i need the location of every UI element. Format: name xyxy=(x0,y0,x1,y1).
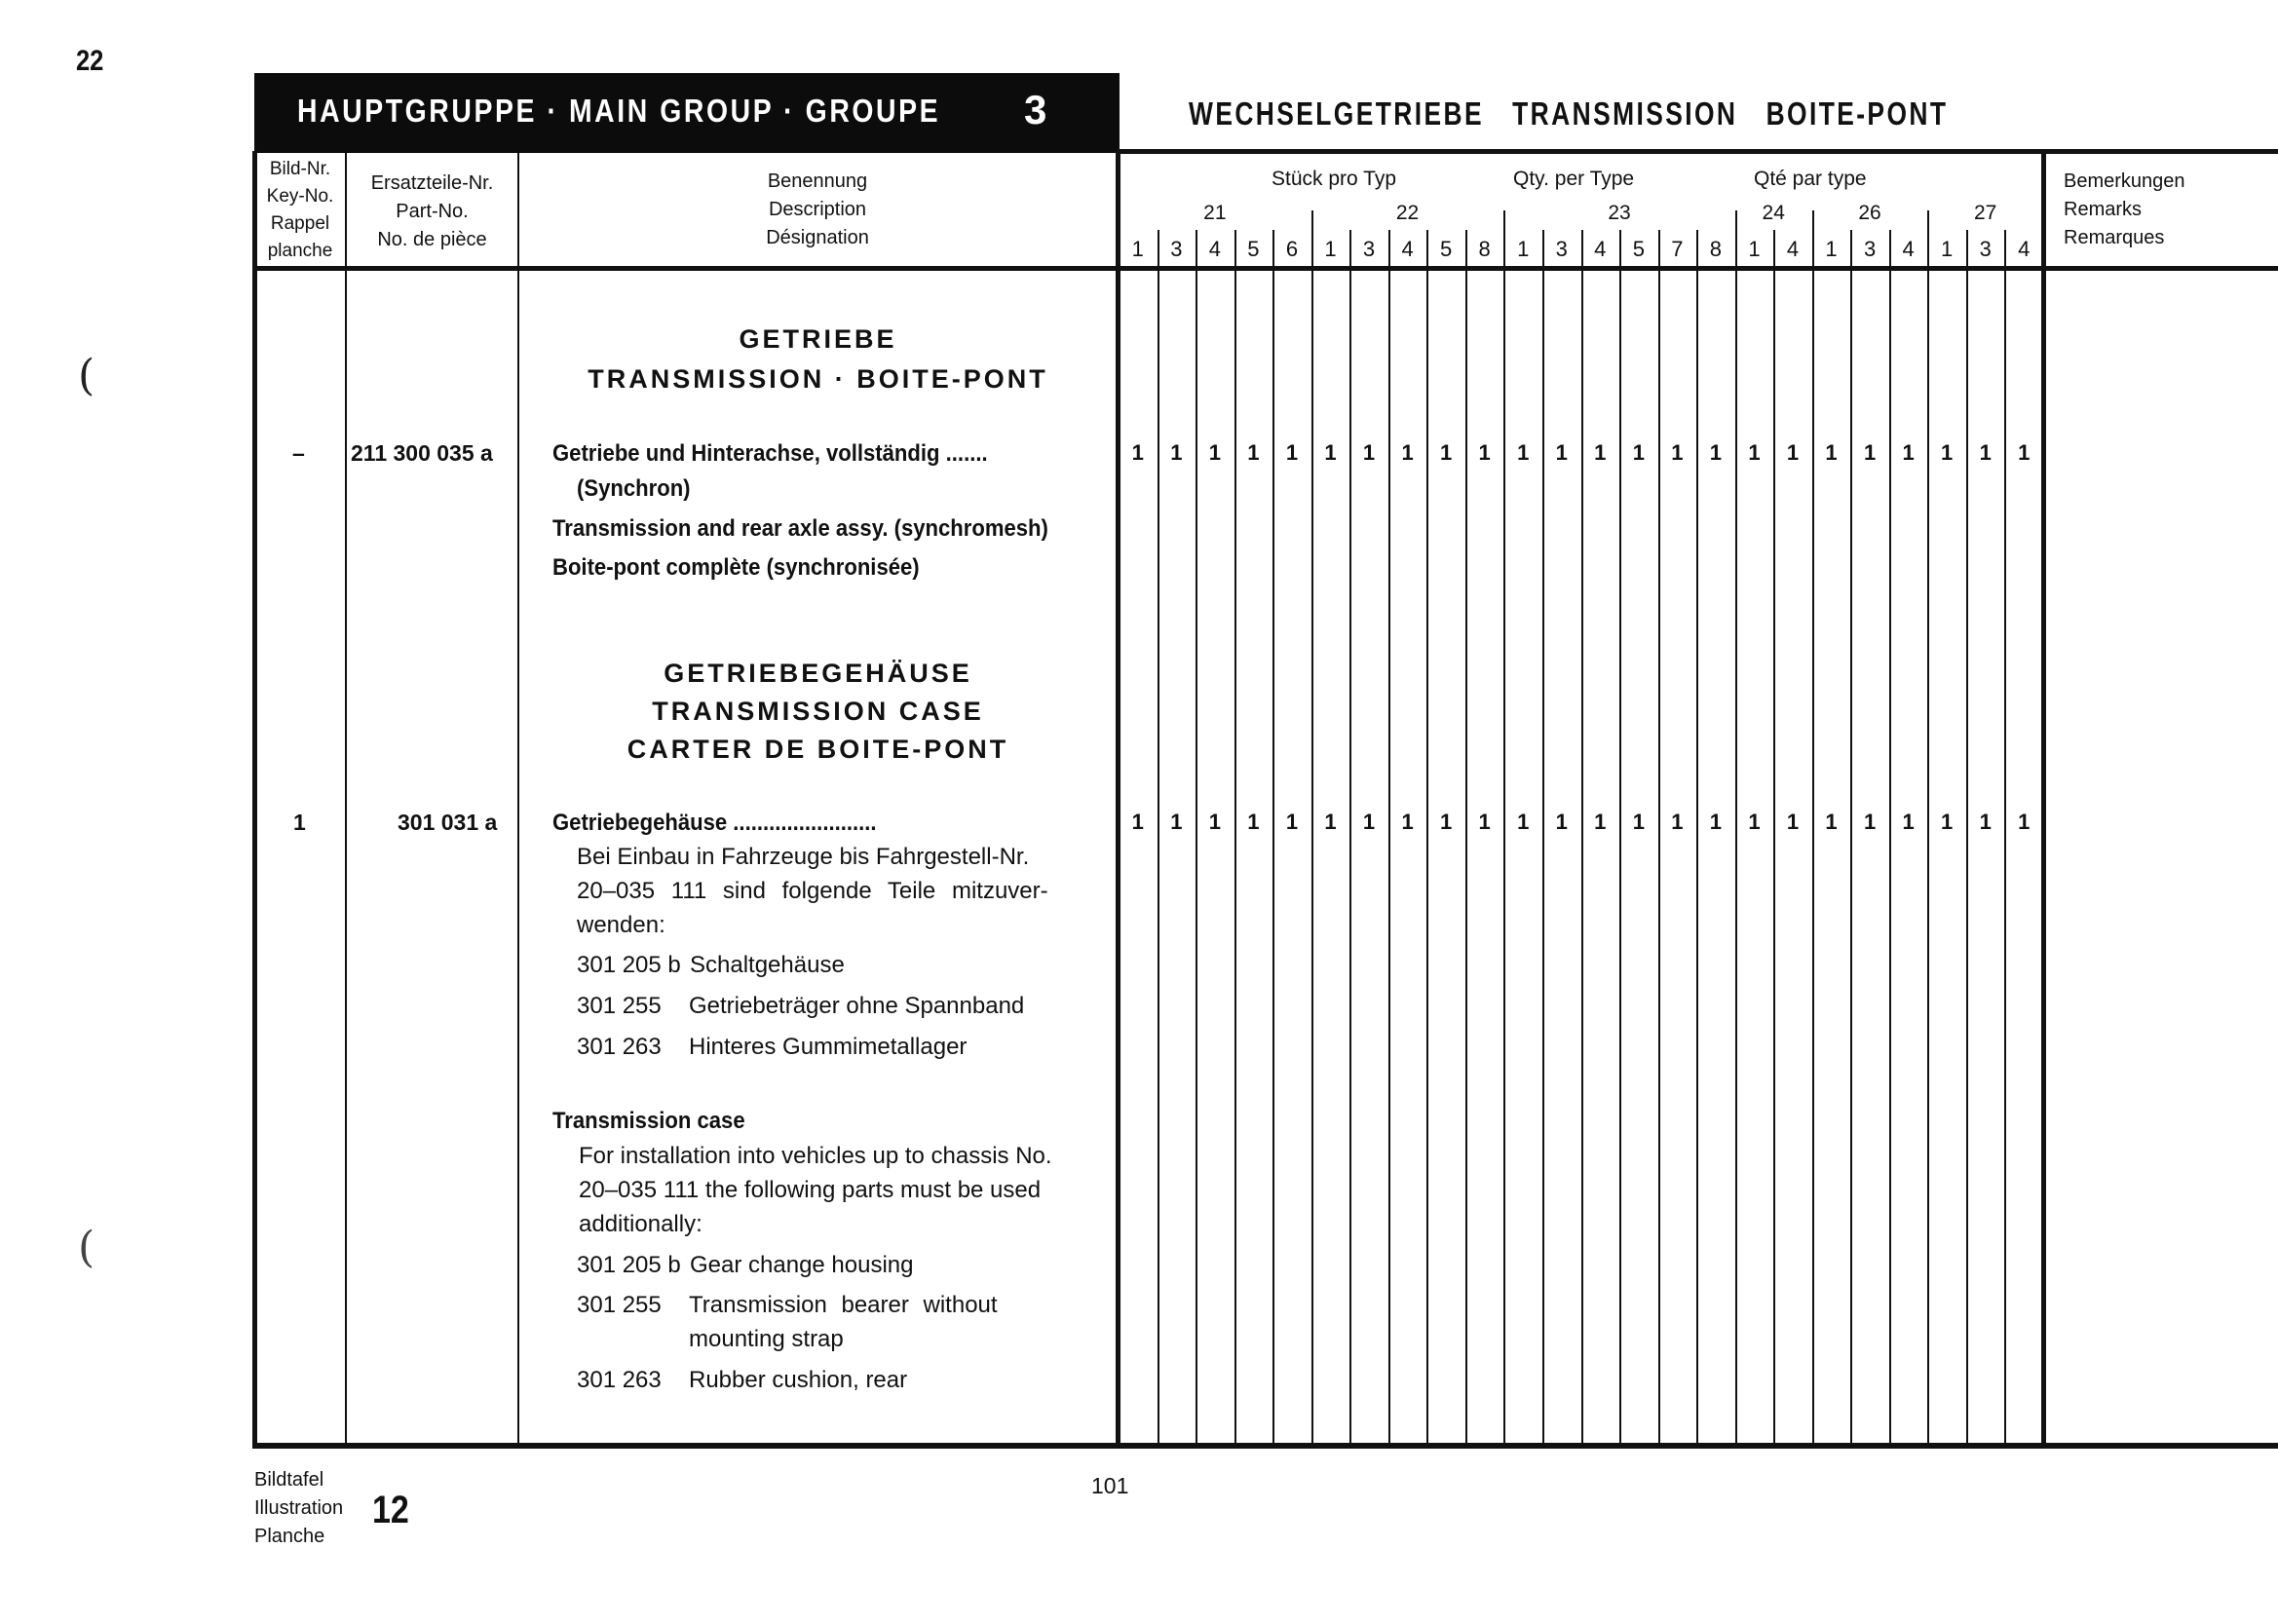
quantity-cell: 1 xyxy=(1247,810,1260,834)
type-group-label: 21 xyxy=(1203,202,1227,224)
header-line: Rappel xyxy=(270,213,330,234)
plate-label-line: Bildtafel xyxy=(254,1469,324,1491)
note-de-line: wenden: xyxy=(577,912,665,938)
note-en-line: additionally: xyxy=(579,1211,702,1237)
column-divider xyxy=(345,153,347,1446)
column-divider xyxy=(2041,149,2046,1446)
header-line: Part-No. xyxy=(396,201,469,222)
additional-part-name: Gear change housing xyxy=(690,1252,914,1278)
type-group-label: 22 xyxy=(1395,202,1420,224)
quantity-cell: 1 xyxy=(1401,440,1414,465)
quantity-cell: 1 xyxy=(1941,440,1954,465)
quantity-cell: 1 xyxy=(1786,810,1800,834)
quantity-cell: 1 xyxy=(1208,810,1221,834)
quantity-cell: 1 xyxy=(1324,810,1337,834)
quantity-cell: 1 xyxy=(1439,440,1453,465)
plate-label-line: Illustration xyxy=(254,1497,344,1519)
header-line: No. de pièce xyxy=(377,229,487,250)
subtype-label: 6 xyxy=(1285,237,1299,261)
header-line: Description xyxy=(768,199,867,220)
quantity-cell: 1 xyxy=(1594,440,1607,465)
plate-label xyxy=(254,1466,343,1551)
section-caption: TRANSMISSION CASE xyxy=(652,697,984,726)
subtype-label: 1 xyxy=(1324,237,1337,261)
key-no: – xyxy=(292,440,305,466)
description-en: Transmission and rear axle assy. (synchromesh) xyxy=(552,515,1048,542)
section-caption: TRANSMISSION · BOITE-PONT xyxy=(588,364,1048,394)
header-line: Remarques xyxy=(2064,227,2165,248)
subtype-label: 1 xyxy=(1825,237,1838,261)
description-de: Getriebegehäuse ........................ xyxy=(552,810,877,836)
subtype-label: 5 xyxy=(1632,237,1645,261)
quantity-cell: 1 xyxy=(1902,440,1915,465)
section-caption: GETRIEBEGEHÄUSE xyxy=(664,659,972,688)
quantity-cell: 1 xyxy=(1285,810,1299,834)
header-line: Benennung xyxy=(767,170,868,192)
qty-title-en: Qty. per Type xyxy=(1513,168,1635,190)
subtype-label: 4 xyxy=(2018,237,2031,261)
additional-part-name: Transmission bearer without xyxy=(689,1292,998,1318)
header-line: Key-No. xyxy=(266,186,334,207)
subtype-label: 1 xyxy=(1941,237,1954,261)
binder-hole-mark: ( xyxy=(78,1223,95,1272)
subtype-label: 7 xyxy=(1671,237,1684,261)
subtype-label: 4 xyxy=(1401,237,1414,261)
subtype-label: 5 xyxy=(1439,237,1453,261)
header-line: Ersatzteile-Nr. xyxy=(370,172,494,194)
quantity-column-line xyxy=(1158,230,1159,1444)
description-en: Transmission case xyxy=(552,1108,745,1134)
key-no-header xyxy=(255,156,345,265)
main-group-banner xyxy=(254,73,1120,153)
section-caption: GETRIEBE xyxy=(739,324,897,354)
part-no-header xyxy=(347,170,517,254)
subtype-label: 4 xyxy=(1786,237,1800,261)
quantity-cell: 1 xyxy=(1671,810,1684,834)
additional-part-name: Schaltgehäuse xyxy=(690,952,845,978)
additional-part-no: 301 263 xyxy=(577,1034,662,1060)
quantity-column-line xyxy=(1658,230,1660,1444)
quantity-column-line xyxy=(1234,230,1236,1444)
main-group-title: HAUPTGRUPPE · MAIN GROUP · GROUPE xyxy=(297,93,941,129)
quantity-cell: 1 xyxy=(1324,440,1337,465)
page-corner-number: 22 xyxy=(76,45,104,77)
quantity-column-line xyxy=(1773,230,1775,1444)
quantity-column-line xyxy=(1889,230,1891,1444)
quantity-column-line xyxy=(2004,230,2006,1444)
quantity-column-line xyxy=(1426,230,1428,1444)
quantity-cell: 1 xyxy=(1902,810,1915,834)
quantity-column-line xyxy=(1388,230,1390,1444)
quantity-column-line xyxy=(1696,230,1698,1444)
additional-part-no: 301 263 xyxy=(577,1367,662,1393)
description-fr: Boite-pont complète (synchronisée) xyxy=(552,554,920,581)
note-en-line: 20–035 111 the following parts must be used xyxy=(579,1177,1042,1203)
table-left-border xyxy=(252,151,257,1449)
type-group-label: 26 xyxy=(1858,202,1881,224)
note-en-line: For installation into vehicles up to chassis No. xyxy=(579,1143,1052,1169)
quantity-cell: 1 xyxy=(1555,440,1568,465)
type-group-label: 24 xyxy=(1762,202,1785,224)
additional-part-name: Getriebeträger ohne Spannband xyxy=(689,993,1025,1019)
header-line: Remarks xyxy=(2064,199,2143,220)
note-de-line: Bei Einbau in Fahrzeuge bis Fahrgestell-Nr. xyxy=(577,844,1030,870)
quantity-cell: 1 xyxy=(1979,440,1992,465)
quantity-cell: 1 xyxy=(1825,440,1838,465)
quantity-column-line xyxy=(1619,230,1621,1444)
quantity-cell: 1 xyxy=(1748,440,1761,465)
subtype-label: 3 xyxy=(1555,237,1568,261)
section-caption: CARTER DE BOITE-PONT xyxy=(626,735,1009,764)
quantity-cell: 1 xyxy=(1478,810,1491,834)
quantity-column-line xyxy=(1272,230,1274,1444)
quantity-cell: 1 xyxy=(1208,440,1221,465)
quantity-cell: 1 xyxy=(1594,810,1607,834)
quantity-cell: 1 xyxy=(1517,440,1530,465)
additional-part-no: 301 255 xyxy=(577,993,662,1019)
qty-title-fr: Qté par type xyxy=(1754,168,1867,190)
quantity-cell: 1 xyxy=(1131,810,1144,834)
section-title: WECHSELGETRIEBE TRANSMISSION BOITE-PONT xyxy=(1189,95,1949,132)
quantity-cell: 1 xyxy=(1863,440,1877,465)
quantity-column-line xyxy=(1465,230,1467,1444)
quantity-cell: 1 xyxy=(2018,810,2031,834)
header-line: planche xyxy=(267,241,333,261)
quantity-cell: 1 xyxy=(1478,440,1491,465)
quantity-cell: 1 xyxy=(1439,810,1453,834)
subtype-label: 3 xyxy=(1979,237,1992,261)
additional-part-no: 301 255 xyxy=(577,1292,662,1318)
subtype-label: 1 xyxy=(1131,237,1144,261)
quantity-cell: 1 xyxy=(1709,810,1723,834)
quantity-cell: 1 xyxy=(1941,810,1954,834)
quantity-cell: 1 xyxy=(1979,810,1992,834)
quantity-cell: 1 xyxy=(1517,810,1530,834)
additional-part-name: Rubber cushion, rear xyxy=(689,1367,908,1393)
header-line: Désignation xyxy=(766,227,869,248)
quantity-cell: 1 xyxy=(1401,810,1414,834)
quantity-cell: 1 xyxy=(1632,810,1645,834)
quantity-cell: 1 xyxy=(1671,440,1684,465)
description-de-note: (Synchron) xyxy=(577,475,691,502)
quantity-column-line xyxy=(1966,230,1968,1444)
quantity-cell: 1 xyxy=(1863,810,1877,834)
header-top-rule xyxy=(1118,149,2278,154)
quantity-cell: 1 xyxy=(1362,440,1376,465)
quantity-column-line xyxy=(1542,230,1544,1444)
plate-number: 12 xyxy=(372,1489,409,1531)
plate-label-line: Planche xyxy=(254,1526,325,1547)
key-no: 1 xyxy=(293,810,306,835)
quantity-cell: 1 xyxy=(1709,440,1723,465)
part-no: 301 031 a xyxy=(398,810,498,835)
quantity-cell: 1 xyxy=(1786,440,1800,465)
quantity-cell: 1 xyxy=(1362,810,1376,834)
additional-part-no: 301 205 b xyxy=(577,1252,681,1278)
quantity-cell: 1 xyxy=(1285,440,1299,465)
part-no: 211 300 035 a xyxy=(351,440,493,466)
additional-part-name-cont: mounting strap xyxy=(689,1326,844,1352)
additional-part-no: 301 205 b xyxy=(577,952,681,978)
main-group-number: 3 xyxy=(1024,87,1047,132)
additional-part-name: Hinteres Gummimetallager xyxy=(689,1034,968,1060)
subtype-label: 3 xyxy=(1170,237,1183,261)
subtype-label: 1 xyxy=(1748,237,1761,261)
subtype-label: 8 xyxy=(1478,237,1491,261)
subtype-label: 4 xyxy=(1594,237,1607,261)
quantity-cell: 1 xyxy=(1555,810,1568,834)
header-line: Bild-Nr. xyxy=(269,159,331,179)
subtype-label: 3 xyxy=(1362,237,1376,261)
table-bottom-rule xyxy=(254,1443,2278,1449)
quantity-column-line xyxy=(1196,230,1197,1444)
quantity-cell: 1 xyxy=(1748,810,1761,834)
quantity-column-line xyxy=(1850,230,1852,1444)
subtype-label: 5 xyxy=(1247,237,1260,261)
quantity-cell: 1 xyxy=(1170,440,1183,465)
quantity-cell: 1 xyxy=(2018,440,2031,465)
qty-title-de: Stück pro Typ xyxy=(1272,168,1397,190)
header-line: Bemerkungen xyxy=(2064,170,2185,192)
header-bottom-rule xyxy=(254,266,2278,271)
subtype-label: 8 xyxy=(1709,237,1723,261)
description-de: Getriebe und Hinterachse, vollständig ....... xyxy=(552,440,988,467)
quantity-cell: 1 xyxy=(1170,810,1183,834)
quantity-cell: 1 xyxy=(1131,440,1144,465)
note-de-line: 20–035 111 sind folgende Teile mitzuver- xyxy=(577,878,1048,904)
quantity-column-line xyxy=(1581,230,1583,1444)
subtype-label: 4 xyxy=(1208,237,1221,261)
page-number: 101 xyxy=(1091,1473,1129,1498)
type-group-label: 27 xyxy=(1974,202,1997,224)
quantity-cell: 1 xyxy=(1247,440,1260,465)
subtype-label: 1 xyxy=(1517,237,1530,261)
description-header xyxy=(519,168,1116,252)
quantity-cell: 1 xyxy=(1632,440,1645,465)
quantity-cell: 1 xyxy=(1825,810,1838,834)
quantity-column-line xyxy=(1349,230,1351,1444)
remarks-header xyxy=(2064,168,2185,252)
subtype-label: 4 xyxy=(1902,237,1915,261)
binder-hole-mark: ( xyxy=(78,351,95,400)
type-group-label: 23 xyxy=(1608,202,1631,224)
subtype-label: 3 xyxy=(1863,237,1877,261)
